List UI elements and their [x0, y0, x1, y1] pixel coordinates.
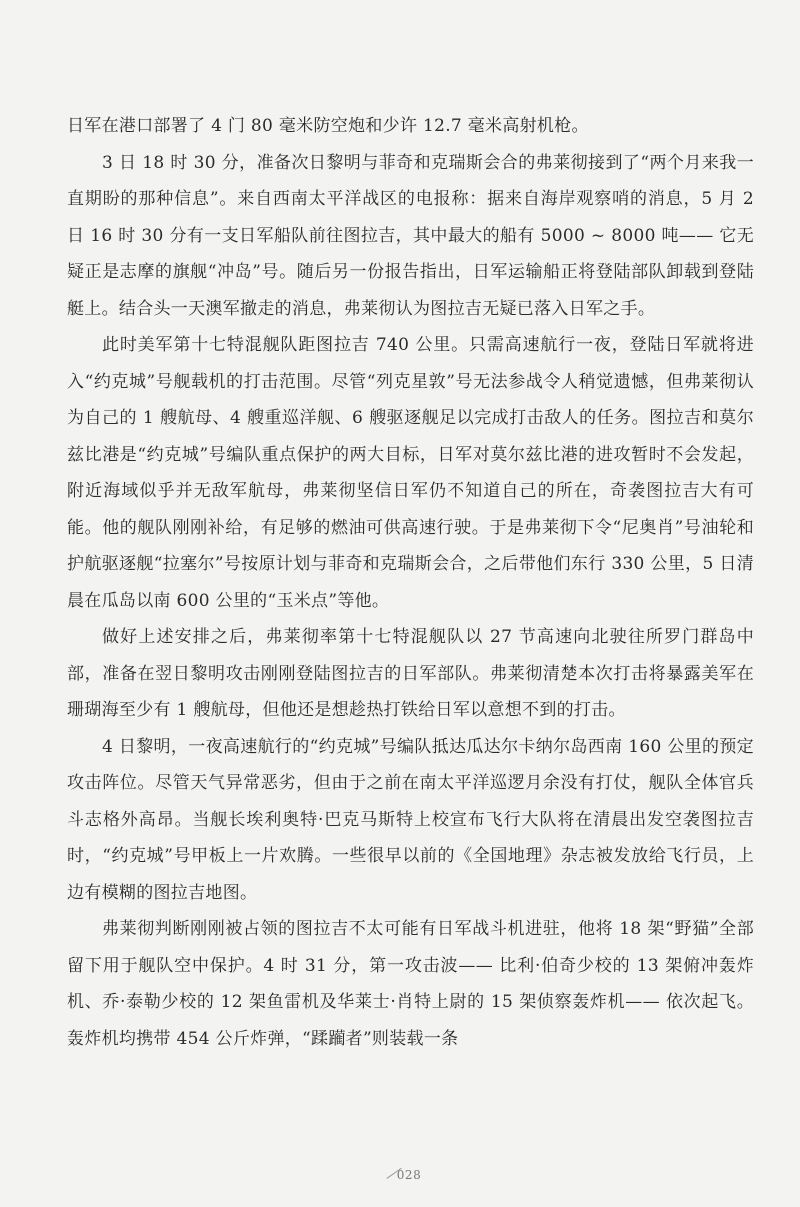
page-number: 028	[396, 1168, 422, 1182]
paragraph-1: 日军在港口部署了 4 门 80 毫米防空炮和少许 12.7 毫米高射机枪。	[67, 116, 589, 136]
paragraph-6: 弗莱彻判断刚刚被占领的图拉吉不太可能有日军战斗机进驻，他将 18 架“野猫”全部留下用于舰队空中保护。4 时 31 分，第一攻击波—— 比利·伯奇少校的 13 架俯冲轰炸机、乔·泰勒少校的 12 架鱼雷机及华莱士·肖特上尉的 15 架侦察轰炸机—— 依次起飞。轰炸机均携带 454 公斤炸弹，“蹂躏者”则装载一条	[67, 919, 754, 1049]
paragraph-2: 3 日 18 时 30 分，准备次日黎明与菲奇和克瑞斯会合的弗莱彻接到了“两个月来我一直期盼的那种信息”。来自西南太平洋战区的电报称：据来自海岸观察哨的消息，5 月 2 日 16 时 30 分有一支日军船队前往图拉吉，其中最大的船有 5000 ~ 8000 吨—— 它无疑正是志摩的旗舰“冲岛”号。随后另一份报告指出，日军运输船正将登陆部队卸载到登陆艇上。结合头一天澳军撤走的消息，弗莱彻认为图拉吉无疑已落入日军之手。	[67, 152, 755, 319]
page-footer	[0, 1164, 800, 1182]
paragraph-3: 此时美军第十七特混舰队距图拉吉 740 公里。只需高速航行一夜，登陆日军就将进入“约克城”号舰载机的打击范围。尽管“列克星敦”号无法参战令人稍觉遗憾，但弗莱彻认为自己的 1 艘航母、4 艘重巡洋舰、6 艘驱逐舰足以完成打击敌人的任务。图拉吉和莫尔兹比港是“约克城”号编队重点保护的两大目标，日军对莫尔兹比港的进攻暂时不会发起，附近海域似乎并无敌军航母，弗莱彻坚信日军仍不知道自己的所在，奇袭图拉吉大有可能。他的舰队刚刚补给，有足够的燃油可供高速行驶。于是弗莱彻下令“尼奥肖”号油轮和护航驱逐舰“拉塞尔”号按原计划与菲奇和克瑞斯会合，之后带他们东行 330 公里，5 日清晨在瓜岛以南 600 公里的“玉米点”等他。	[67, 335, 754, 611]
paragraph-4: 做好上述安排之后，弗莱彻率第十七特混舰队以 27 节高速向北驶往所罗门群岛中部，准备在翌日黎明攻击刚刚登陆图拉吉的日军部队。弗莱彻清楚本次打击将暴露美军在珊瑚海至少有 1 艘航母，但他还是想趁热打铁给日军以意想不到的打击。	[67, 627, 754, 720]
paragraph-5: 4 日黎明，一夜高速航行的“约克城”号编队抵达瓜达尔卡纳尔岛西南 160 公里的预定攻击阵位。尽管天气异常恶劣，但由于之前在南太平洋巡逻月余没有打仗，舰队全体官兵斗志格外高昂。当舰长埃利奥特·巴克马斯特上校宣布飞行大队将在清晨出发空袭图拉吉时，“约克城”号甲板上一片欢腾。一些很早以前的《全国地理》杂志被发放给飞行员，上边有模糊的图拉吉地图。	[67, 736, 754, 903]
